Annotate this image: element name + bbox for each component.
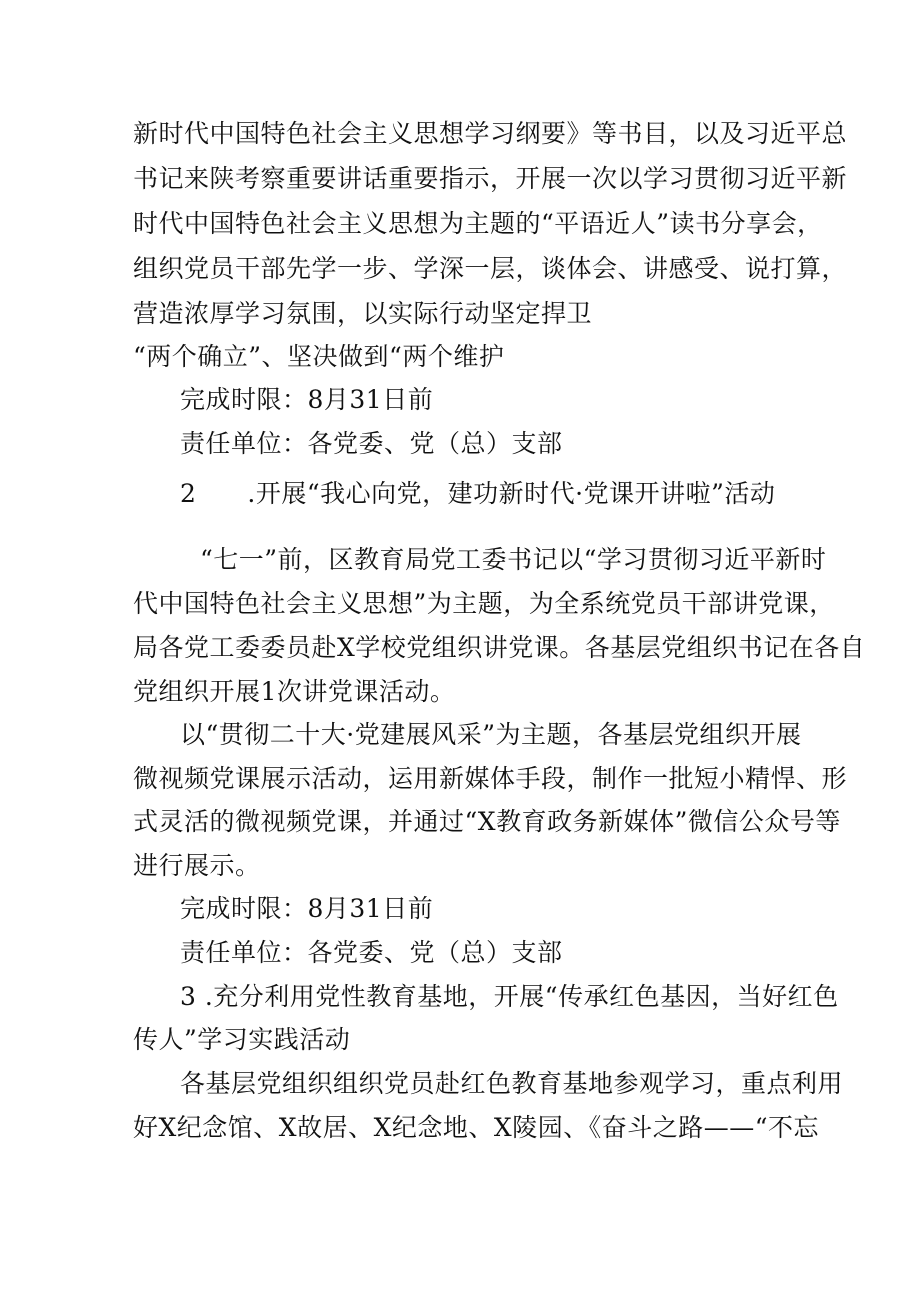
section-heading-2: 2 .开展“我心向党，建功新时代·党课开讲啦”活动 [180,479,776,508]
text-line: “两个确立”、坚决做到“两个维护 [133,342,505,371]
text-line: 局各党工委委员赴X学校党组织讲党课。各基层党组织书记在各自 [133,633,866,662]
text-line: 书记来陕考察重要讲话重要指示，开展一次以学习贯彻习近平新 [133,164,848,193]
text-line: 各基层党组织组织党员赴红色教育基地参观学习，重点利用 [180,1069,844,1098]
responsible-unit-line: 责任单位：各党委、党（总）支部 [180,938,563,967]
text-line: 进行展示。 [133,851,261,880]
text-line: 营造浓厚学习氛围，以实际行动坚定捍卫 [133,299,593,328]
text-line: 微视频党课展示活动，运用新媒体手段，制作一批短小精悍、形 [133,764,848,793]
text-line: 式灵活的微视频党课，并通过“X教育政务新媒体”微信公众号等 [133,807,841,836]
text-line: 好X纪念馆、X故居、X纪念地、X陵园、《奋斗之路——“不忘 [133,1113,819,1142]
text-line: 新时代中国特色社会主义思想学习纲要》等书目，以及习近平总 [133,119,848,148]
text-line: 代中国特色社会主义思想”为主题，为全系统党员干部讲党课， [133,589,835,618]
responsible-unit-line: 责任单位：各党委、党（总）支部 [180,429,563,458]
text-line: 党组织开展1次讲党课活动。 [133,677,456,706]
deadline-line: 完成时限：8月31日前 [180,894,434,923]
text-line: 以“贯彻二十大·党建展风采”为主题，各基层党组织开展 [180,720,802,749]
section-heading-3: 3 .充分利用党性教育基地，开展“传承红色基因，当好红色 [180,982,839,1011]
text-line: 传人”学习实践活动 [133,1025,351,1054]
text-line: 组织党员干部先学一步、学深一层，谈体会、讲感受、说打算， [133,254,848,283]
text-line: 时代中国特色社会主义思想为主题的“平语近人”读书分享会， [133,209,823,238]
text-line: “七一”前，区教育局党工委书记以“学习贯彻习近平新时 [200,545,827,574]
deadline-line: 完成时限：8月31日前 [180,385,434,414]
